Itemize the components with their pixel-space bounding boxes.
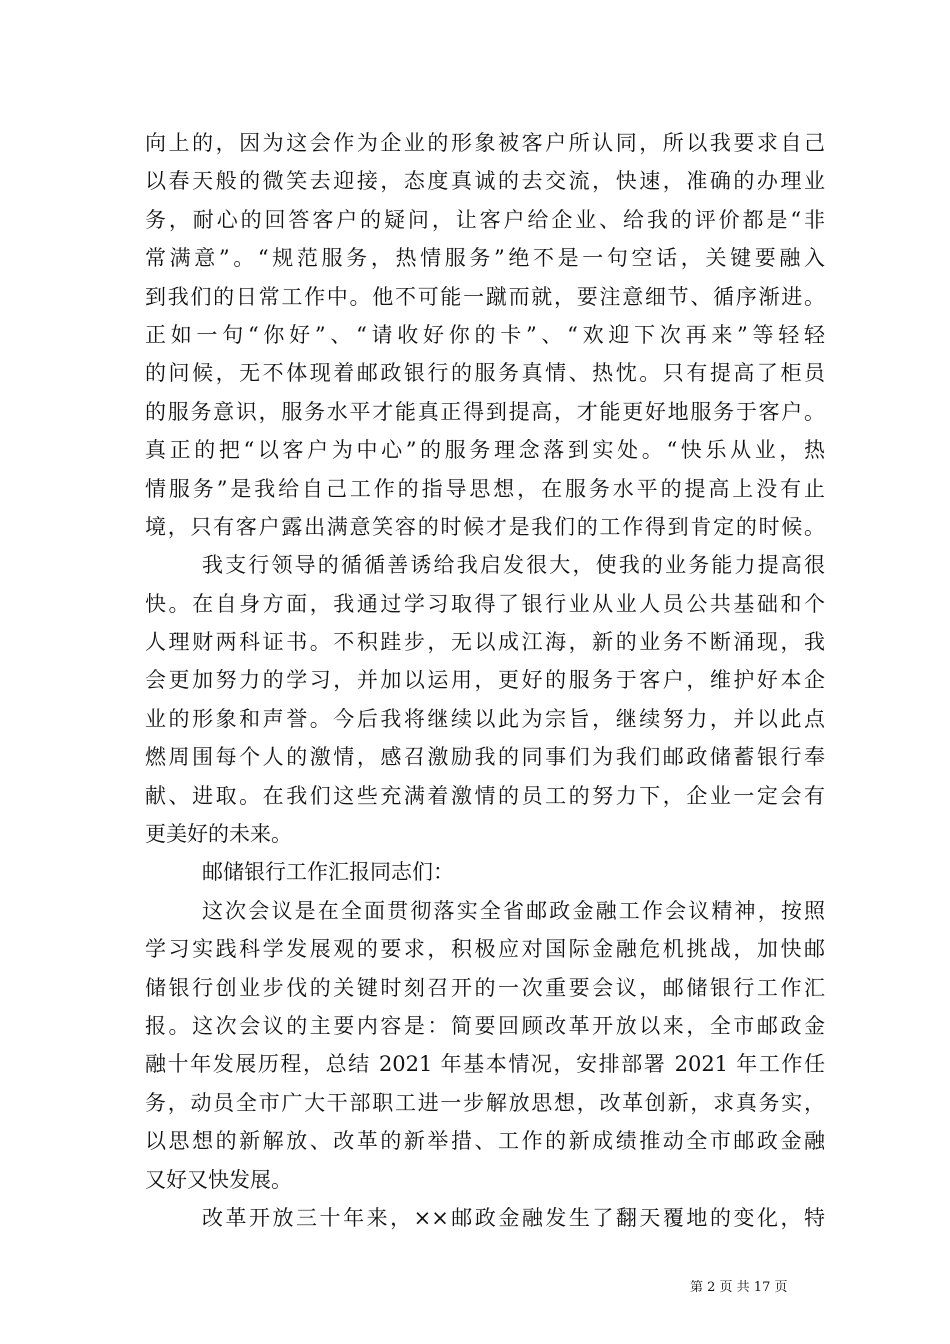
text-line: 融十年发展历程，总结 2021 年基本情况，安排部署 2021 年工作任	[145, 1052, 825, 1077]
page-number-footer: 第 2 页 共 17 页	[690, 1280, 788, 1295]
text-line: 快。在自身方面，我通过学习取得了银行业从业人员公共基础和个	[145, 591, 825, 616]
text-line: 储银行创业步伐的关键时刻召开的一次重要会议，邮储银行工作汇	[145, 975, 825, 1000]
text-line: 献、进取。在我们这些充满着激情的员工的努力下，企业一定会有	[145, 783, 825, 808]
text-line: 燃周围每个人的激情，感召激励我的同事们为我们邮政储蓄银行奉	[145, 745, 825, 770]
text-line: 到我们的日常工作中。他不可能一蹴而就，要注意细节、循序渐进。	[145, 284, 825, 309]
text-line: 正如一句“你好”、“请收好你的卡”、“欢迎下次再来”等轻轻	[145, 322, 825, 347]
document-body	[145, 124, 825, 1237]
text-line: 又好又快发展。	[145, 1167, 292, 1192]
text-line: 的问候，无不体现着邮政银行的服务真情、热忱。只有提高了柜员	[145, 361, 825, 386]
text-line: 情服务”是我给自己工作的指导思想，在服务水平的提高上没有止	[145, 476, 825, 501]
text-line: 境，只有客户露出满意笑容的时候才是我们的工作得到肯定的时候。	[145, 514, 825, 539]
text-line: 务，耐心的回答客户的疑问，让客户给企业、给我的评价都是“非	[145, 207, 825, 232]
paragraph-3	[145, 853, 825, 891]
text-line: 人理财两科证书。不积跬步，无以成江海，新的业务不断涌现，我	[145, 630, 825, 655]
text-line: 向上的，因为这会作为企业的形象被客户所认同，所以我要求自己	[145, 131, 825, 155]
text-line: 以春天般的微笑去迎接，态度真诚的去交流，快速，准确的办理业	[145, 169, 825, 194]
paragraph-1	[145, 124, 825, 546]
text-line: 报。这次会议的主要内容是：简要回顾改革开放以来，全市邮政金	[145, 1013, 825, 1038]
paragraph-5	[145, 1199, 825, 1237]
text-line: 以思想的新解放、改革的新举措、工作的新成绩推动全市邮政金融	[145, 1129, 825, 1154]
text-line: 业的形象和声誉。今后我将继续以此为宗旨，继续努力，并以此点	[145, 706, 825, 731]
text-line: 会更加努力的学习，并加以运用，更好的服务于客户，维护好本企	[145, 668, 825, 693]
text-line: 常满意”。“规范服务，热情服务”绝不是一句空话，关键要融入	[145, 246, 825, 271]
text-line: 我支行领导的循循善诱给我启发很大，使我的业务能力提高很	[202, 553, 825, 578]
paragraph-4	[145, 892, 825, 1199]
text-line: 邮储银行工作汇报同志们：	[202, 860, 454, 885]
text-line: 这次会议是在全面贯彻落实全省邮政金融工作会议精神，按照	[202, 898, 825, 923]
paragraph-2	[145, 546, 825, 853]
text-line: 改革开放三十年来，××邮政金融发生了翻天覆地的变化，特	[202, 1205, 825, 1230]
text-line: 学习实践科学发展观的要求，积极应对国际金融危机挑战，加快邮	[145, 937, 825, 962]
text-line: 更美好的未来。	[145, 822, 292, 847]
text-line: 务，动员全市广大干部职工进一步解放思想，改革创新，求真务实，	[145, 1090, 825, 1115]
text-line: 的服务意识，服务水平才能真正得到提高，才能更好地服务于客户。	[145, 399, 825, 424]
text-line: 真正的把“以客户为中心”的服务理念落到实处。“快乐从业，热	[145, 438, 825, 463]
